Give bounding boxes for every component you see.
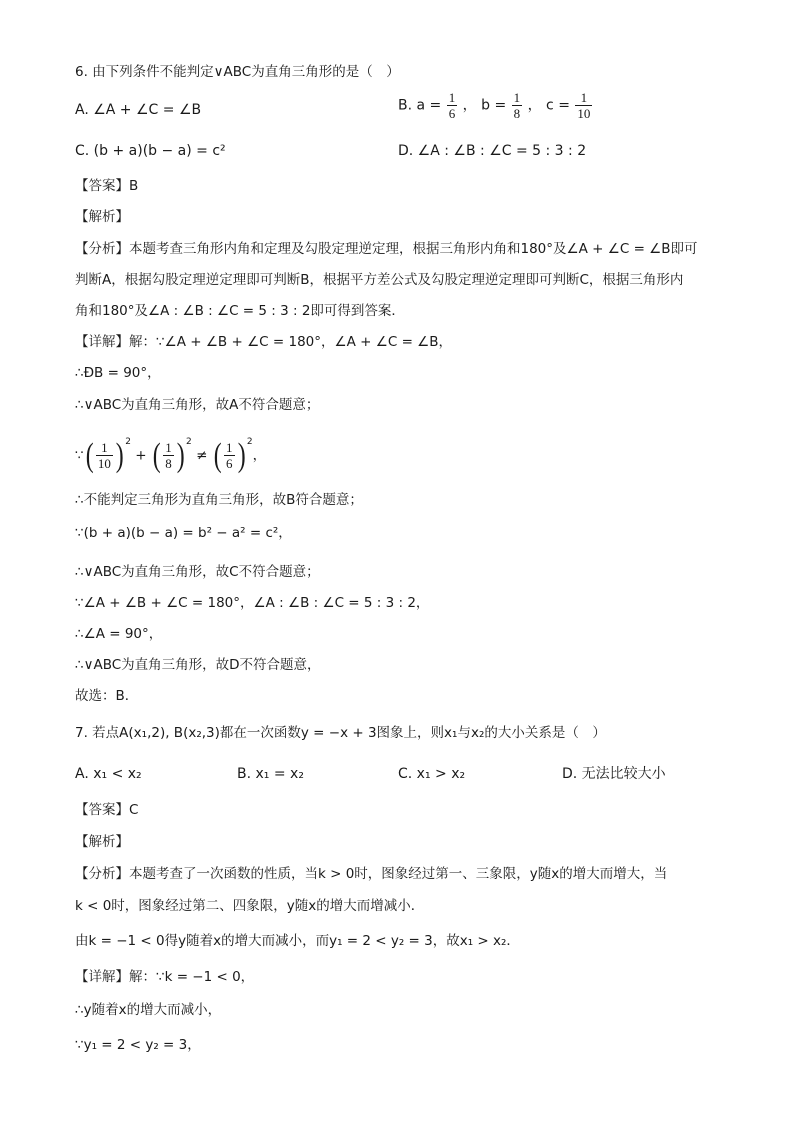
q6-detail-line-2: ∴ÐB = 90°，	[75, 365, 161, 381]
frac-denominator: 8	[165, 456, 172, 471]
answer-value: B	[129, 178, 139, 194]
frac-denominator: 6	[448, 106, 456, 121]
q6-detail-line-4: ∵( $\frac{1}{10}$ ) $^2$ + ( $\frac{1}{8}$ ) $^2$ ≠ ( $\frac{1}{6}$ ) $^2$，	[75, 436, 267, 474]
q7-detail-line-1: 【详解】解：∵k = −1 < 0，	[75, 969, 255, 985]
frac-1-10	[96, 440, 113, 471]
q6-fenxi-line-2: 判断A，根据勾股定理逆定理即可判断B，根据平方差公式及勾股定理逆定理即可判断C，根据三角形内	[75, 272, 684, 288]
q7-detail-line-3: ∵y₁ = 2 < y₂ = 3，	[75, 1037, 201, 1053]
q6-detail-line-5: ∴不能判定三角形为直角三角形，故B符合题意；	[75, 492, 363, 508]
answer-label: 【答案】	[75, 178, 129, 194]
q6-detail-line-7: ∴∨ABC为直角三角形，故C不符合题意；	[75, 564, 320, 580]
because-symbol: ∵	[75, 447, 84, 464]
q7-fenxi-line-1: 【分析】本题考查了一次函数的性质，当k > 0时，图象经过第一、三象限，y随x的增大而增大，当	[75, 866, 668, 882]
q6-analysis-label: 【解析】	[75, 209, 129, 225]
q7-option-d: D. 无法比较大小	[562, 766, 666, 782]
q7-option-b: B. x₁ = x₂	[237, 766, 304, 782]
q6-fenxi-line-1: 【分析】本题考查三角形内角和定理及勾股定理逆定理，根据三角形内角和180°及∠A + ∠C = ∠B即可	[75, 241, 698, 257]
q7-fenxi-line-2: k < 0时，图象经过第二、四象限，y随x的增大而增减小．	[75, 898, 425, 914]
q6-detail-line-10: ∴∨ABC为直角三角形，故D不符合题意，	[75, 657, 321, 673]
q7-option-a: A. x₁ < x₂	[75, 766, 142, 782]
frac-numerator: 1	[448, 90, 456, 105]
frac-numerator: 1	[513, 90, 521, 105]
q7-option-c: C. x₁ > x₂	[398, 766, 466, 782]
answer-value: C	[129, 802, 139, 818]
q6-option-c: C. (b + a)(b − a) = c²	[75, 143, 226, 159]
q6-option-b-prefix: B. a =	[398, 97, 442, 114]
q7-line-3: 由k = −1 < 0得y随着x的增大而减小，而y₁ = 2 < y₂ = 3，故x₁ > x₂．	[75, 933, 520, 949]
frac-numerator: 1	[226, 440, 233, 455]
q6-detail-line-8: ∵∠A + ∠B + ∠C = 180°，∠A : ∠B : ∠C = 5 : 3 : 2，	[75, 595, 430, 611]
answer-label: 【答案】	[75, 802, 129, 818]
q6-detail-line-1: 【详解】解：∵∠A + ∠B + ∠C = 180°，∠A + ∠C = ∠B，	[75, 334, 453, 350]
frac-denominator: 8	[513, 106, 521, 121]
q6-option-b	[398, 90, 593, 130]
q7-answer	[75, 800, 138, 820]
frac-numerator: 1	[165, 440, 172, 455]
paren-open: (	[85, 436, 94, 474]
q7-detail-line-2: ∴y随着x的增大而减小，	[75, 1002, 222, 1018]
q6-option-b-frac-c	[575, 90, 592, 121]
q6-detail-line-9: ∴∠A = 90°，	[75, 626, 163, 642]
paren-open: (	[152, 436, 161, 474]
q6-option-b-frac-a	[447, 90, 458, 121]
comma: ，	[252, 447, 267, 464]
q7-analysis-label: 【解析】	[75, 834, 129, 850]
q6-option-a: A. ∠A + ∠C = ∠B	[75, 102, 202, 118]
q6-stem: 6. 由下列条件不能判定∨ABC为直角三角形的是（ ）	[75, 64, 400, 80]
q6-fenxi-line-3: 角和180°及∠A : ∠B : ∠C = 5 : 3 : 2即可得到答案．	[75, 303, 405, 319]
q6-answer	[75, 176, 138, 196]
frac-denominator: 10	[97, 456, 111, 471]
q6-detail-line-6: ∵(b + a)(b − a) = b² − a² = c²，	[75, 525, 292, 541]
q6-option-b-sep1: ， b =	[462, 97, 507, 114]
paren-close: )	[115, 436, 124, 474]
frac-denominator: 6	[226, 456, 233, 471]
q6-option-d: D. ∠A : ∠B : ∠C = 5 : 3 : 2	[398, 143, 587, 159]
frac-1-8	[163, 440, 174, 471]
paren-close: )	[176, 436, 185, 474]
q6-detail-line-11: 故选：B．	[75, 688, 139, 704]
frac-numerator: 1	[575, 90, 592, 106]
q7-stem: 7. 若点A(x₁,2), B(x₂,3)都在一次函数y = −x + 3图象上，则x₁与x₂的大小关系是（ ）	[75, 725, 606, 741]
frac-numerator: 1	[96, 440, 113, 456]
frac-1-6	[224, 440, 235, 471]
paren-close: )	[237, 436, 246, 474]
q6-option-b-sep2: ， c =	[527, 97, 570, 114]
paren-open: (	[213, 436, 222, 474]
frac-denominator: 10	[577, 106, 591, 121]
q6-option-b-frac-b	[512, 90, 523, 121]
q6-detail-line-3: ∴∨ABC为直角三角形，故A不符合题意；	[75, 397, 320, 413]
